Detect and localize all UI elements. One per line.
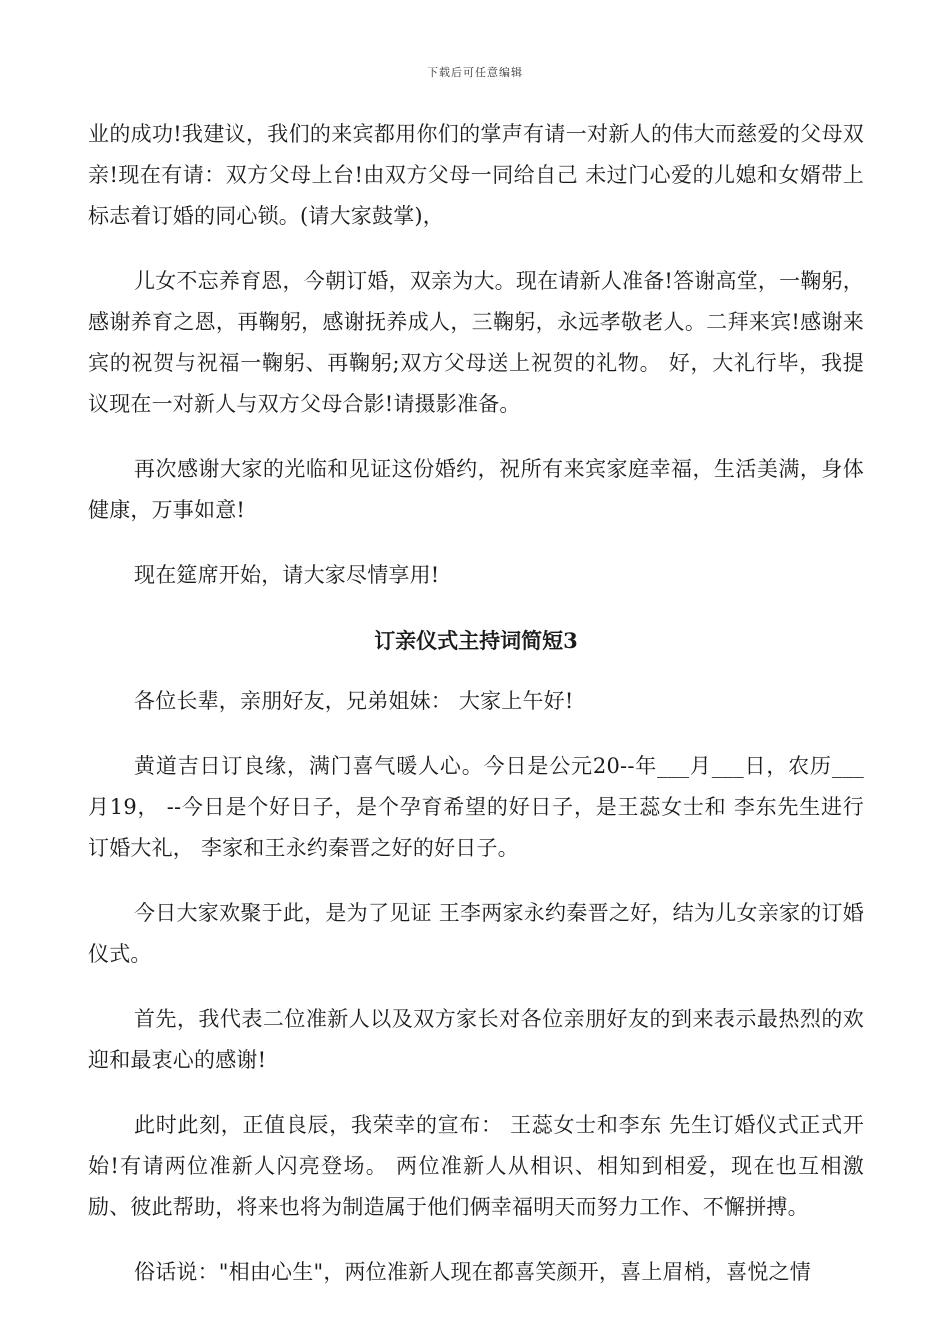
paragraph-continuation: 业的成功!我建议，我们的来宾都用你们的掌声有请一对新人的伟大而慈爱的父母双亲!现在有请：双方父母上台!由双方父母一同给自己 未过门心爱的儿媳和女婿带上标志着订婚的同心锁。(请大家鼓掌)，	[88, 122, 864, 228]
paragraph-bowing-ceremony: 儿女不忘养育恩，今朝订婚，双亲为大。现在请新人准备!答谢高堂，一鞠躬，感谢养育之恩，再鞠躬，感谢抚养成人，三鞠躬，永远孝敬老人。二拜来宾!感谢来宾的祝贺与祝福一鞠躬、再鞠躬;双方父母送上祝贺的礼物。 好，大礼行毕，我提议现在一对新人与双方父母合影!请摄影准备。	[88, 269, 864, 416]
paragraph-date: 黄道吉日订良缘，满门喜气暖人心。今日是公元20--年___月___日，农历___月19， --今日是个好日子，是个孕育希望的好日子，是王蕊女士和 李东先生进行订婚大礼， 李家和王永约秦晋之好的好日子。	[88, 754, 864, 860]
paragraph-welcome: 首先，我代表二位准新人以及双方家长对各位亲朋好友的到来表示最热烈的欢迎和最衷心的感谢!	[88, 1007, 864, 1072]
paragraph-saying: 俗话说："相由心生"，两位准新人现在都喜笑颜开，喜上眉梢，喜悦之情	[134, 1260, 811, 1284]
paragraph-gathering: 今日大家欢聚于此，是为了见证 王李两家永约秦晋之好，结为儿女亲家的订婚仪式。	[88, 901, 864, 966]
document-body	[88, 114, 864, 1317]
page-header-note: 下载后可任意编辑	[427, 66, 523, 79]
section-title: 订亲仪式主持词简短3	[374, 628, 578, 653]
paragraph-announcement: 此时此刻，正值良辰，我荣幸的宣布： 王蕊女士和李东 先生订婚仪式正式开始!有请两位准新人闪亮登场。 两位准新人从相识、相知到相爱，现在也互相激励、彼此帮助，将来也将为制造属于他们俩幸福明天而努力工作、不懈拼搏。	[88, 1113, 864, 1219]
paragraph-greeting: 各位长辈，亲朋好友，兄弟姐妹： 大家上午好!	[134, 689, 574, 713]
paragraph-thanks: 再次感谢大家的光临和见证这份婚约，祝所有来宾家庭幸福，生活美满，身体健康，万事如意!	[88, 457, 864, 522]
paragraph-banquet: 现在筵席开始，请大家尽情享用!	[134, 563, 440, 587]
